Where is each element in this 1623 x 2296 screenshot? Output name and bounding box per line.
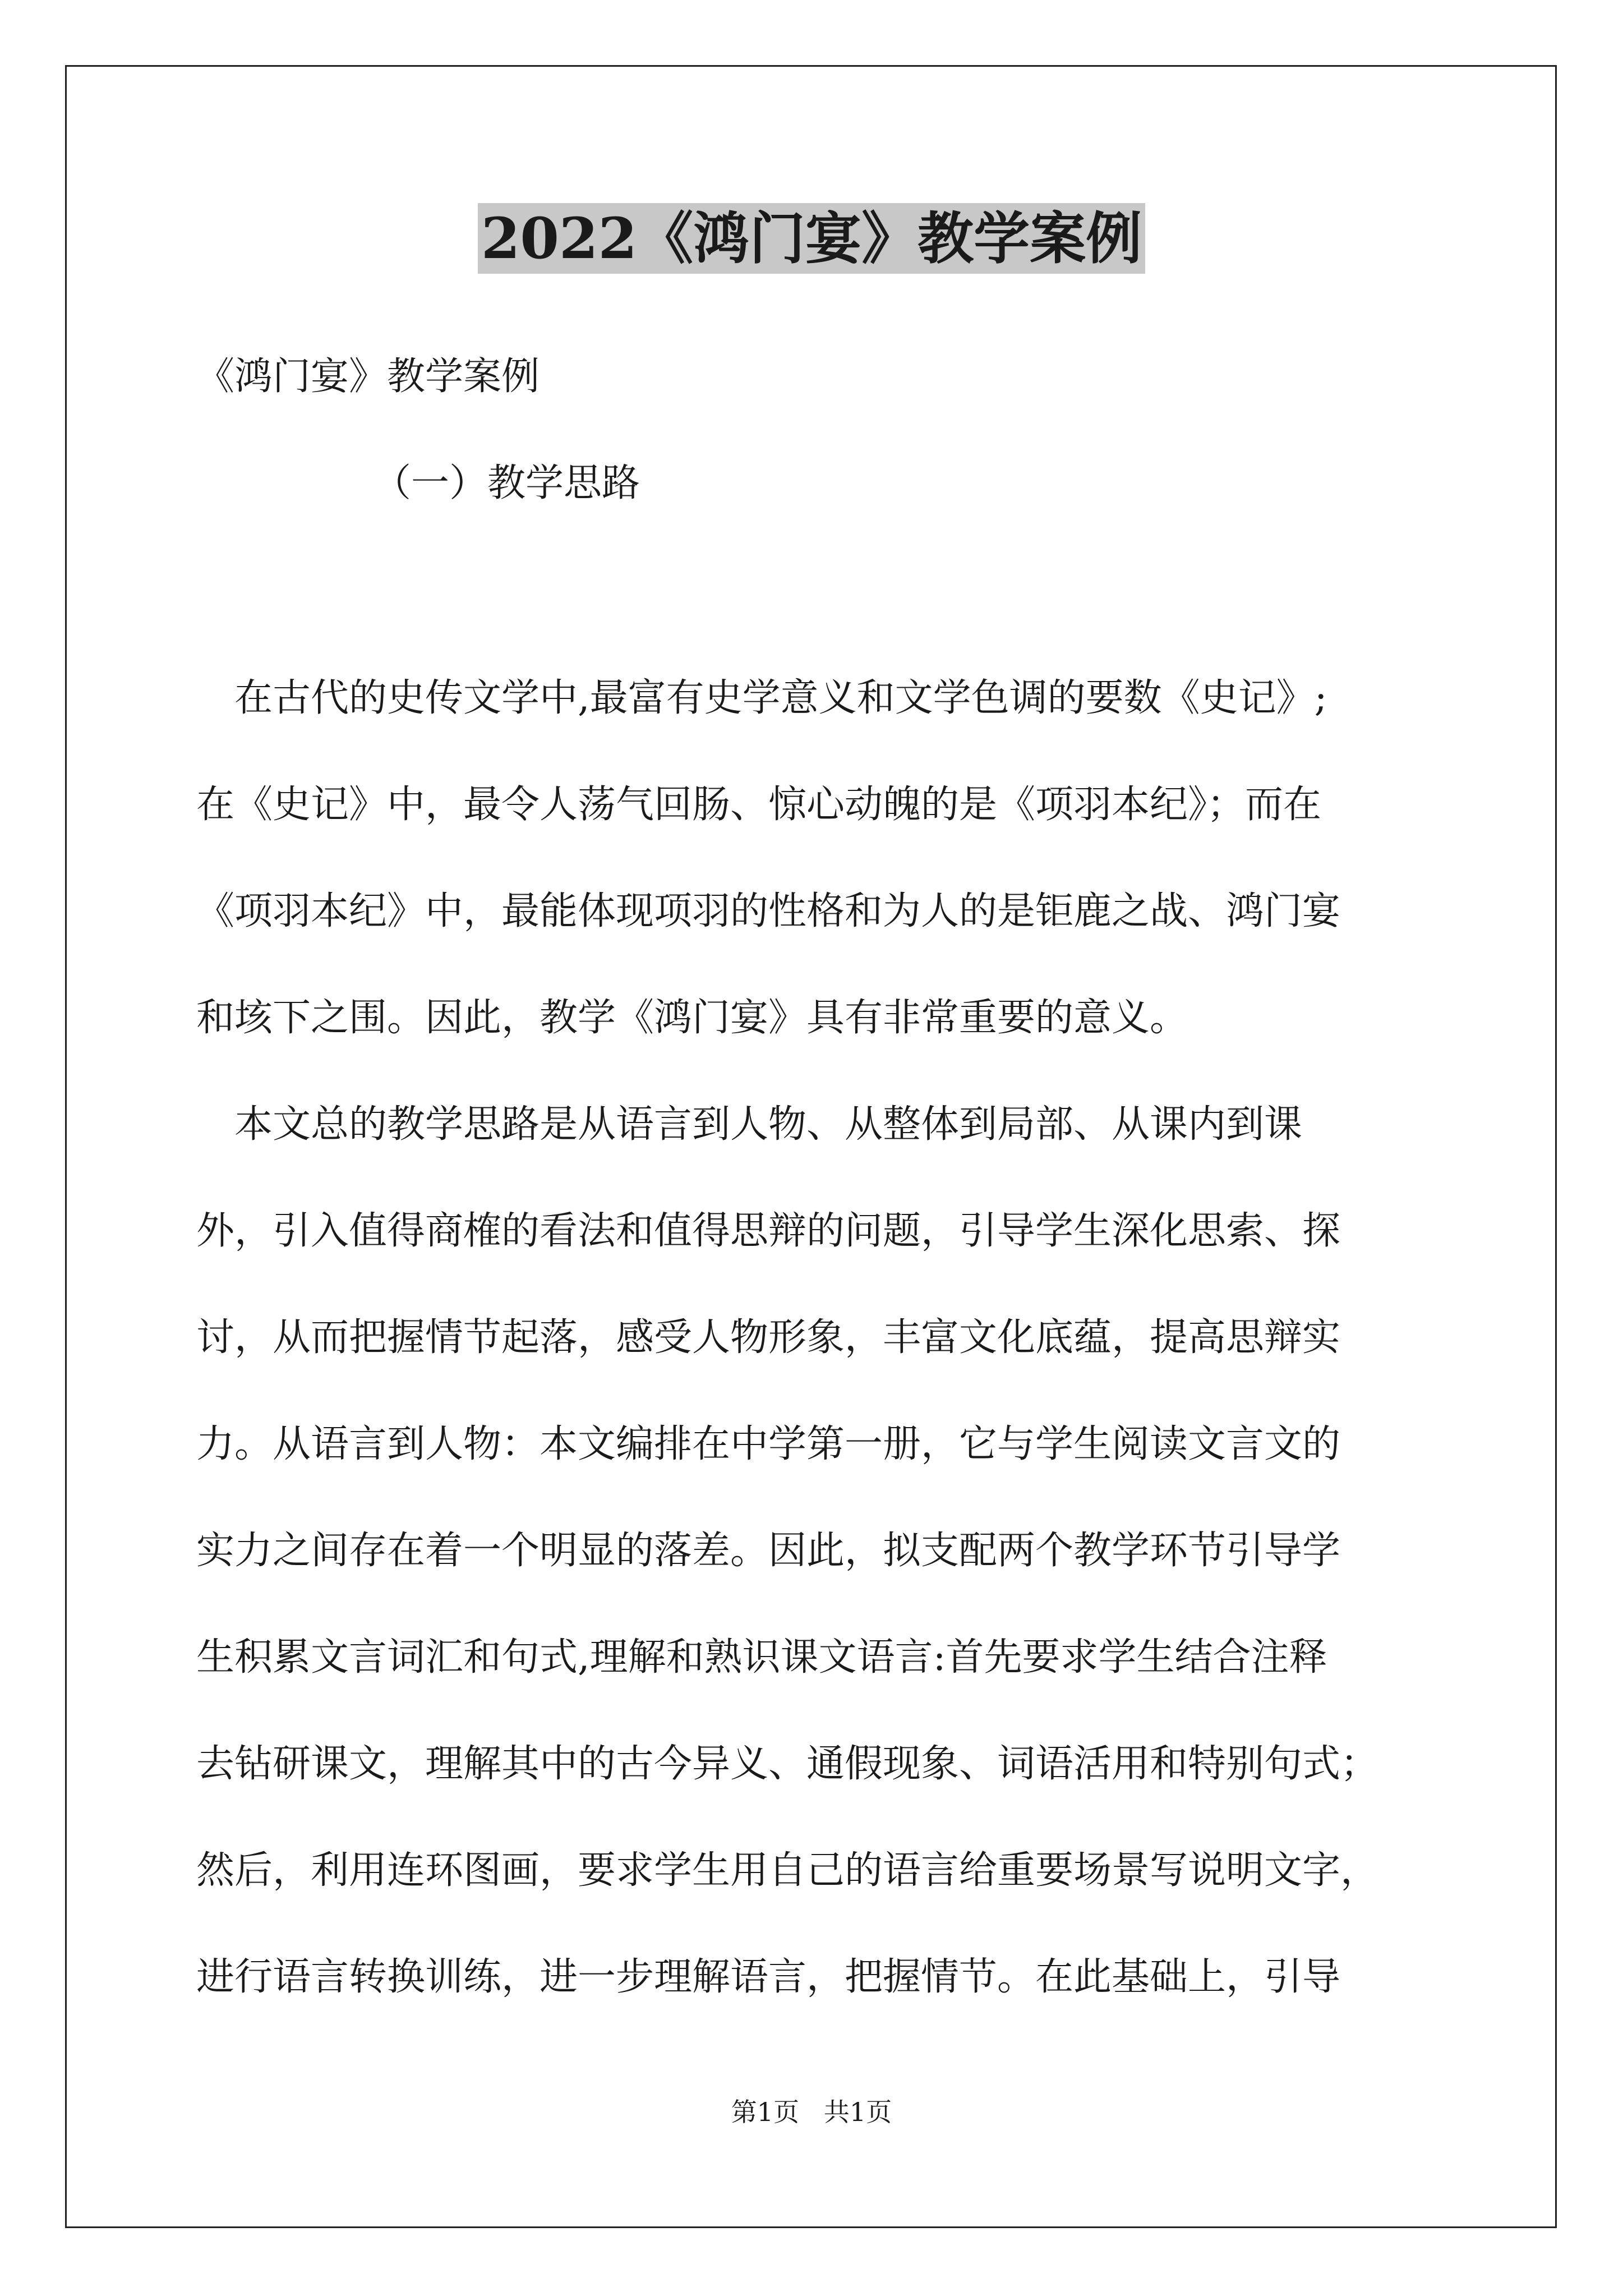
body-line: 和垓下之围。因此，教学《鸿门宴》具有非常重要的意义。: [196, 996, 1188, 1040]
document-subtitle: 《鸿门宴》教学案例: [196, 355, 540, 399]
body-line: 实力之间存在着一个明显的落差。因此，拟支配两个教学环节引导学: [196, 1529, 1341, 1573]
section-heading: （一）教学思路: [373, 461, 640, 505]
document-title: [0, 196, 1623, 280]
document-title-text: 2022《鸿门宴》教学案例: [478, 203, 1145, 274]
body-line: 《项羽本纪》中，最能体现项羽的性格和为人的是钜鹿之战、鸿门宴: [196, 889, 1341, 933]
body-line: 讨，从而把握情节起落，感受人物形象，丰富文化底蕴，提高思辩实: [196, 1315, 1341, 1360]
body-line: 外，引入值得商榷的看法和值得思辩的问题，引导学生深化思索、探: [196, 1209, 1341, 1253]
body-line: 本文总的教学思路是从语言到人物、从整体到局部、从课内到课: [196, 1102, 1303, 1147]
body-line: 去钻研课文，理解其中的古今异义、通假现象、词语活用和特别句式；: [196, 1742, 1379, 1786]
body-line: 在古代的史传文学中,最富有史学意义和文学色调的要数《史记》;: [196, 676, 1327, 720]
body-line: 力。从语言到人物：本文编排在中学第一册，它与学生阅读文言文的: [196, 1422, 1341, 1466]
body-line: 进行语言转换训练，进一步理解语言，把握情节。在此基础上，引导: [196, 1955, 1341, 1999]
page-footer: 第1页 共1页: [731, 2097, 892, 2127]
body-line: 然后，利用连环图画，要求学生用自己的语言给重要场景写说明文字，: [196, 1848, 1379, 1893]
body-line: 生积累文言词汇和句式,理解和熟识课文语言:首先要求学生结合注释: [196, 1635, 1327, 1680]
body-line: 在《史记》中，最令人荡气回肠、惊心动魄的是《项羽本纪》；而在: [196, 783, 1322, 827]
